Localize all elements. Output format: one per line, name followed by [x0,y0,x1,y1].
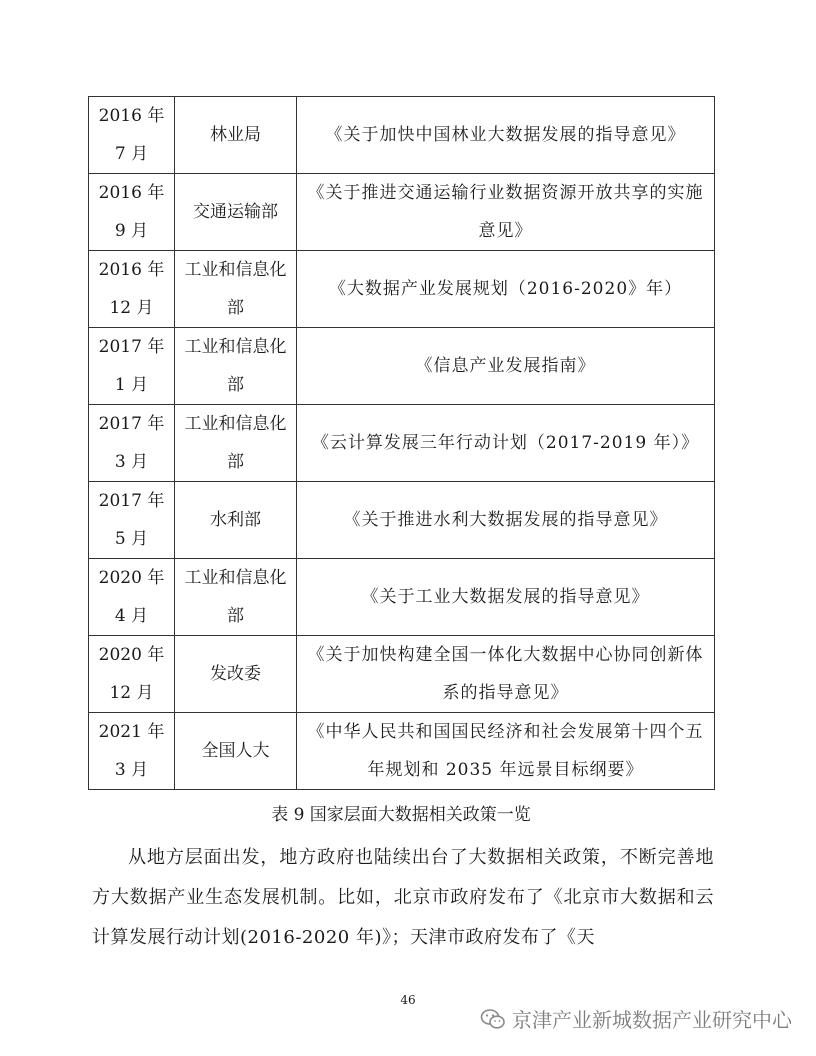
date-cell [89,482,175,559]
policy-name-cell: 《关于加快构建全国一体化大数据中心协同创新体系的指导意见》 [297,636,715,713]
department-cell: 工业和信息化部 [175,328,297,405]
date-cell [89,559,175,636]
date-year: 2017 年 [98,414,165,434]
date-month: 3 月 [114,452,149,472]
body-paragraph: 从地方层面出发，地方政府也陆续出台了大数据相关政策，不断完善地方大数据产业生态发展机制。比如，北京市政府发布了《北京市大数据和云计算发展行动计划(2016-2020 年)》；天津市政府发布了《天 [92,847,714,948]
policy-name-cell: 《大数据产业发展规划（2016-2020》年） [297,251,715,328]
date-year: 2020 年 [98,645,165,665]
date-cell [89,713,175,790]
table-row [89,713,715,790]
date-cell [89,251,175,328]
date-year: 2020 年 [98,568,165,588]
table-caption: 表 9 国家层面大数据相关政策一览 [271,805,531,825]
date-month: 5 月 [114,529,149,549]
watermark-text: 京津产业新城数据产业研究中心 [512,1008,792,1032]
date-month: 4 月 [114,606,149,626]
department-cell: 发改委 [175,636,297,713]
table-row [89,97,715,174]
policy-name-cell: 《信息产业发展指南》 [297,328,715,405]
table-row [89,636,715,713]
department-cell: 水利部 [175,482,297,559]
policy-name-cell: 《关于推进交通运输行业数据资源开放共享的实施意见》 [297,174,715,251]
date-month: 12 月 [109,298,154,318]
department-cell: 全国人大 [175,713,297,790]
date-month: 7 月 [114,144,149,164]
date-cell [89,636,175,713]
page-number: 46 [400,993,416,1007]
table-row [89,559,715,636]
date-year: 2017 年 [98,491,165,511]
date-cell [89,174,175,251]
department-cell: 交通运输部 [175,174,297,251]
table-row [89,405,715,482]
department-cell: 林业局 [175,97,297,174]
date-year: 2021 年 [98,722,165,742]
table-row [89,251,715,328]
date-year: 2016 年 [98,106,165,126]
date-cell [89,328,175,405]
department-cell: 工业和信息化部 [175,405,297,482]
policy-name-cell: 《云计算发展三年行动计划（2017-2019 年）》 [297,405,715,482]
policy-name-cell: 《中华人民共和国国民经济和社会发展第十四个五年规划和 2035 年远景目标纲要》 [297,713,715,790]
policy-name-cell: 《关于工业大数据发展的指导意见》 [297,559,715,636]
date-cell [89,97,175,174]
date-year: 2017 年 [98,337,165,357]
department-cell: 工业和信息化部 [175,559,297,636]
table-row [89,328,715,405]
department-cell: 工业和信息化部 [175,251,297,328]
date-year: 2016 年 [98,260,165,280]
table-row [89,482,715,559]
date-month: 12 月 [109,683,154,703]
wechat-icon [480,1008,506,1030]
table-row [89,174,715,251]
policy-name-cell: 《关于推进水利大数据发展的指导意见》 [297,482,715,559]
date-month: 9 月 [114,221,149,241]
policy-name-cell: 《关于加快中国林业大数据发展的指导意见》 [297,97,715,174]
date-cell [89,405,175,482]
source-watermark [480,1004,792,1033]
date-month: 1 月 [114,375,149,395]
policy-table [88,96,715,790]
policy-table-body [89,97,715,790]
date-year: 2016 年 [98,183,165,203]
date-month: 3 月 [114,760,149,780]
